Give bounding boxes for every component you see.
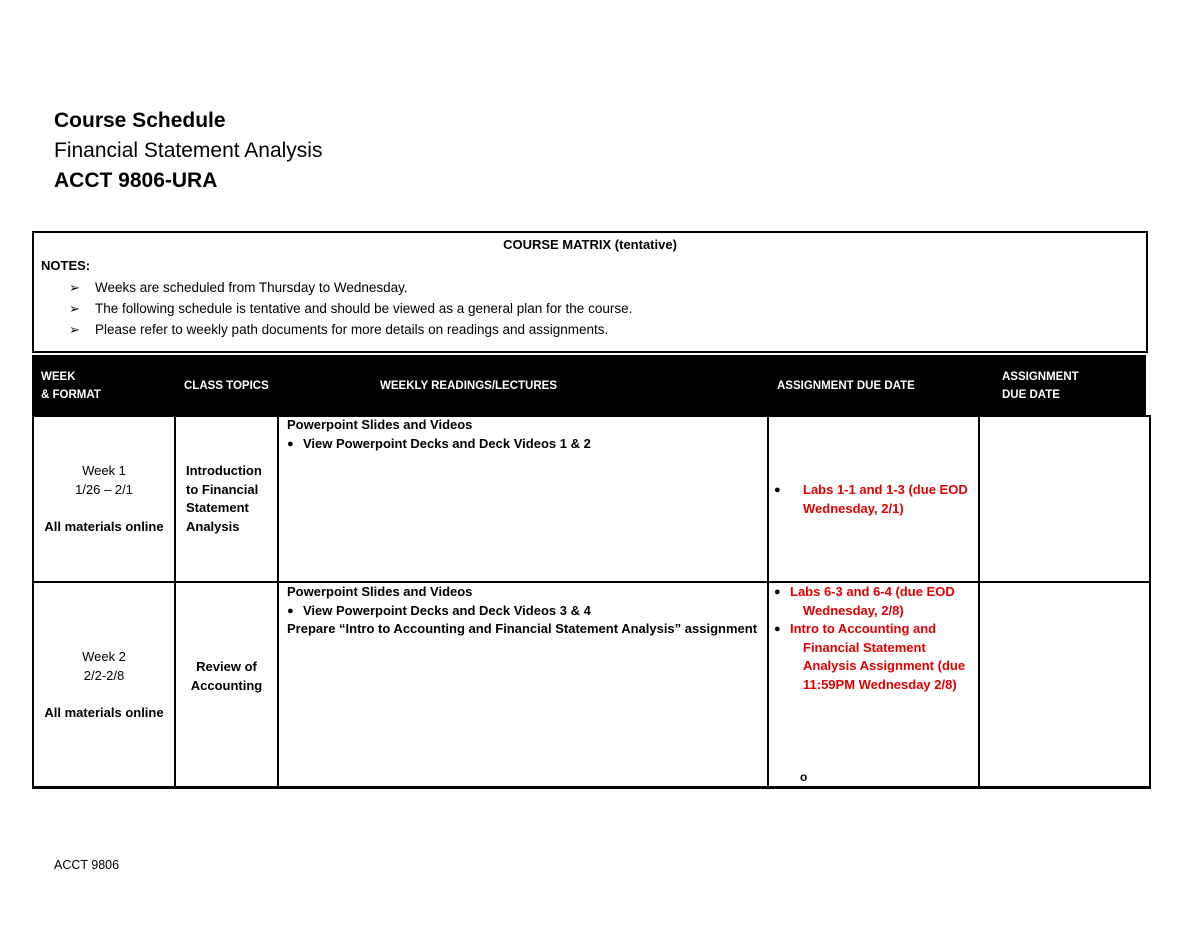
week-format: All materials online — [44, 518, 164, 534]
column-divider — [767, 415, 769, 789]
table-border — [1149, 415, 1151, 789]
matrix-title: COURSE MATRIX (tentative) — [503, 237, 677, 252]
header-due-2: ASSIGNMENT DUE DATE — [1002, 371, 1079, 401]
column-divider — [174, 415, 176, 789]
header-readings: WEEKLY READINGS/LECTURES — [380, 380, 557, 392]
note-text: Weeks are scheduled from Thursday to Wednesday. — [95, 280, 408, 295]
note-item — [69, 319, 632, 340]
bullet-icon: ● — [774, 484, 781, 496]
page-title: Course Schedule — [54, 109, 226, 132]
bullet-icon: ● — [774, 623, 781, 635]
row-divider — [32, 415, 1151, 417]
reading-heading: Powerpoint Slides and Videos — [287, 417, 473, 432]
due-cell — [774, 583, 965, 694]
table-border — [32, 786, 1151, 789]
header-week: WEEK & FORMAT — [41, 371, 101, 401]
notes-box — [32, 231, 1148, 353]
arrow-bullet-icon: ➢ — [69, 280, 80, 295]
reading-heading: Powerpoint Slides and Videos — [287, 584, 473, 599]
list-item: ● Labs 6-3 and 6-4 (due EOD Wednesday, 2/8) — [774, 583, 965, 620]
list-item: ● View Powerpoint Decks and Deck Videos 1 & 2 — [287, 435, 591, 454]
bullet-icon: ● — [774, 586, 781, 598]
bullet-icon: ● — [287, 437, 294, 450]
column-divider — [978, 415, 980, 789]
list-item: ● View Powerpoint Decks and Deck Videos 3 & 4 — [287, 602, 757, 621]
note-item — [69, 298, 632, 319]
topic-cell: Review of Accounting — [190, 659, 263, 693]
week-label: Week 2 — [82, 649, 126, 664]
readings-cell — [287, 416, 591, 453]
schedule-table — [32, 415, 1151, 789]
header-due: ASSIGNMENT DUE DATE — [777, 380, 915, 392]
due-cell — [774, 481, 968, 518]
notes-list — [69, 277, 632, 340]
arrow-bullet-icon: ➢ — [69, 301, 80, 316]
header-topics: CLASS TOPICS — [184, 380, 269, 392]
arrow-bullet-icon: ➢ — [69, 322, 80, 337]
week-cell — [34, 648, 174, 722]
week-dates: 1/26 – 2/1 — [75, 481, 133, 497]
week-cell — [34, 462, 174, 536]
readings-cell — [287, 583, 757, 639]
table-header — [32, 355, 1146, 415]
notes-label: NOTES: — [41, 258, 91, 273]
note-text: The following schedule is tentative and should be viewed as a general plan for the course. — [95, 301, 633, 316]
course-name: Financial Statement Analysis — [54, 139, 323, 162]
list-item: ● Labs 1-1 and 1-3 (due EOD Wednesday, 2/1) — [774, 481, 968, 518]
week-label: Week 1 — [82, 463, 126, 478]
week-format: All materials online — [44, 704, 164, 720]
list-item: ● Intro to Accounting and Financial Statement Analysis Assignment (due 11:59PM Wednesday 2/8) — [774, 620, 965, 694]
column-divider — [277, 415, 279, 789]
reading-extra: Prepare “Intro to Accounting and Financial Statement Analysis” assignment — [287, 621, 758, 636]
page-footer: ACCT 9806 — [54, 858, 120, 872]
topic-cell: Introduction to Financial Statement Analysis — [186, 463, 262, 534]
note-item — [69, 277, 632, 298]
week-dates: 2/2-2/8 — [83, 667, 125, 683]
course-code: ACCT 9806-URA — [54, 169, 218, 192]
note-text: Please refer to weekly path documents for more details on readings and assignments. — [95, 322, 609, 337]
bullet-icon: ● — [287, 604, 294, 617]
empty-bullet-icon: o — [800, 770, 808, 784]
